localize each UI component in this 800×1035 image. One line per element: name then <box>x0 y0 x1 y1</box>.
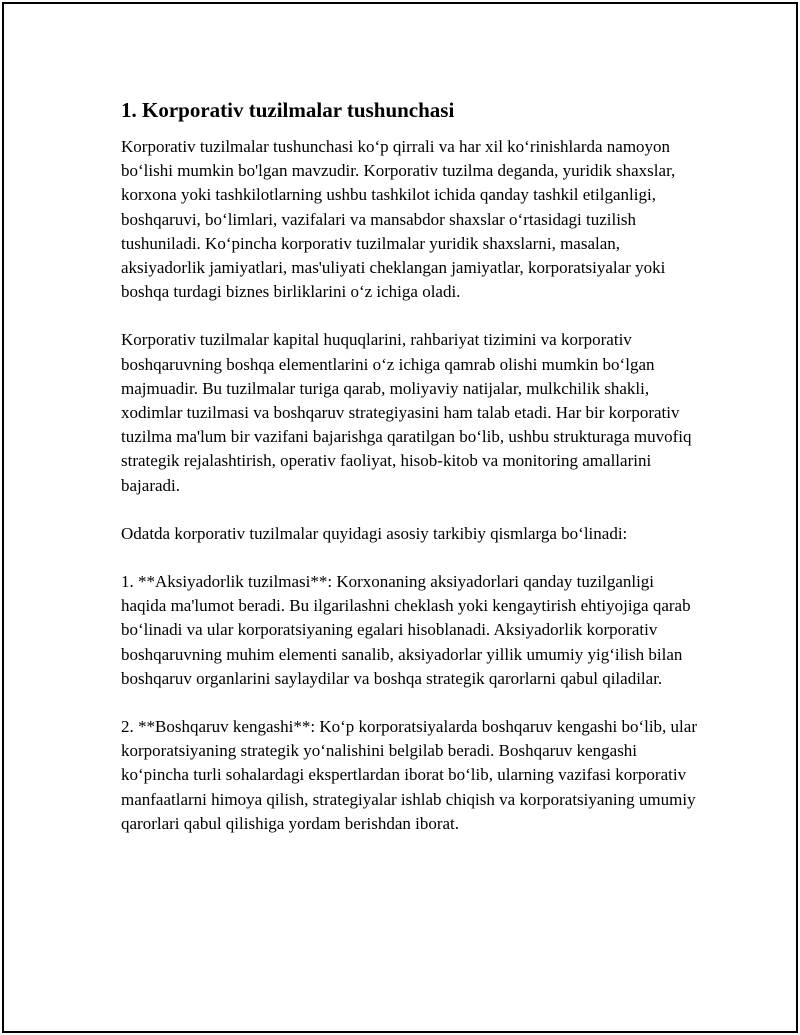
section-heading: 1. Korporativ tuzilmalar tushunchasi <box>121 98 455 122</box>
paragraph-composition: Korporativ tuzilmalar kapital huquqlarini, rahbariyat tizimini va korporativ boshqaruvning boshqa elementlarini o‘z ichiga qamrab olishi mumkin bo‘lgan majmuadir. Bu tuzilmalar turiga qarab, moliyaviy natijalar, mulkchilik shakli, xodimlar tuzilmasi va boshqaruv strategiyasini ham talab etadi. Har bir korporativ tuzilma ma'lum bir vazifani bajarishga qaratilgan bo‘lib, ushbu strukturaga muvofiq strategik rejalashtirish, operativ faoliyat, hisob-kitob va monitoring amallarini bajaradi. <box>121 330 692 495</box>
page-frame <box>2 2 798 1033</box>
paragraph-components-intro: Odatda korporativ tuzilmalar quyidagi asosiy tarkibiy qismlarga bo‘linadi: <box>121 523 628 543</box>
document-body <box>121 96 701 860</box>
paragraph-shareholder-structure: 1. **Aksiyadorlik tuzilmasi**: Korxonaning aksiyadorlari qanday tuzilganligi haqida ma'lumot beradi. Bu ilgarilashni cheklash yoki kengaytirish ehtiyojiga qarab bo‘linadi va ular korporatsiyaning egalari hisoblanadi. Aksiyadorlik korporativ boshqaruvning muhim elementi sanalib, aksiyadorlar yillik umumiy yig‘ilish bilan boshqaruv organlarini saylaydilar va boshqa strategik qarorlarni qabul qiladilar. <box>121 572 691 688</box>
paragraph-intro: Korporativ tuzilmalar tushunchasi ko‘p qirrali va har xil ko‘rinishlarda namoyon bo‘lishi mumkin bo'lgan mavzudir. Korporativ tuzilma deganda, yuridik shaxslar, korxona yoki tashkilotlarning ushbu tashkilot ichida qanday tashkil etilganligi, boshqaruvi, bo‘limlari, vazifalari va mansabdor shaxslar o‘rtasidagi tuzilish tushuniladi. Ko‘pincha korporativ tuzilmalar yuridik shaxslarni, masalan, aksiyadorlik jamiyatlari, mas'uliyati cheklangan jamiyatlar, korporatsiyalar yoki boshqa turdagi biznes birliklarini o‘z ichiga oladi. <box>121 137 676 302</box>
paragraph-board-of-directors: 2. **Boshqaruv kengashi**: Ko‘p korporatsiyalarda boshqaruv kengashi bo‘lib, ular korporatsiyaning strategik yo‘nalishini belgilab beradi. Boshqaruv kengashi ko‘pincha turli sohalardagi ekspertlardan iborat bo‘lib, ularning vazifasi korporativ manfaatlarni himoya qilish, strategiyalar ishlab chiqish va korporatsiyaning umumiy qarorlari qabul qilishiga yordam berishdan iborat. <box>121 717 697 833</box>
